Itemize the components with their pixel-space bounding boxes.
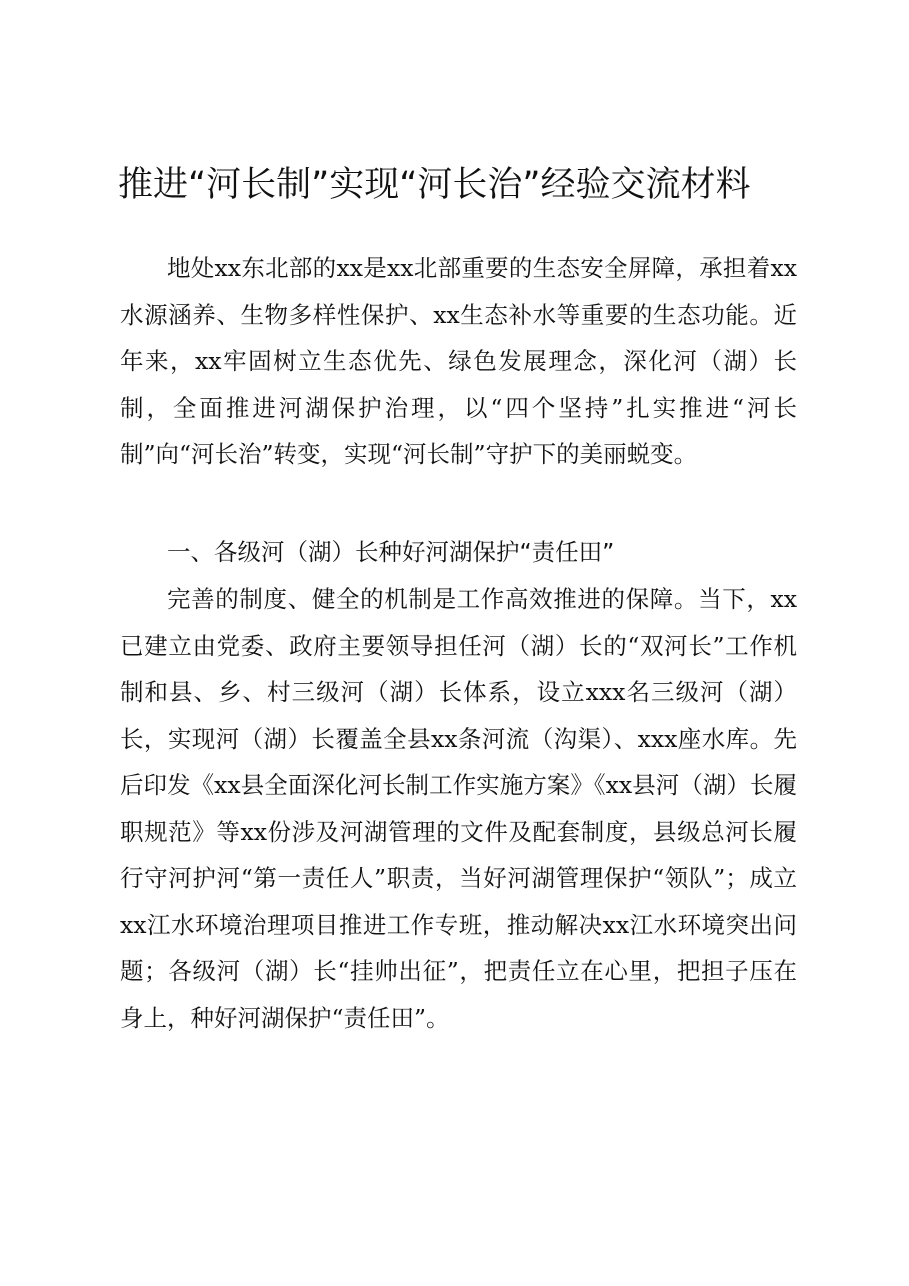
section-paragraph: 完善的制度、健全的机制是工作高效推进的保障。当下，xx已建立由党委、政府主要领导担任河（湖）长的“双河长”工作机制和县、乡、村三级河（湖）长体系，设立xxx名三级河（湖）长，实现河（湖）长覆盖全县xx条河流（沟渠）、xxx座水库。先后印发《xx县全面深化河长制工作实施方案》《xx县河（湖）长履职规范》等xx份涉及河湖管理的文件及配套制度，县级总河长履行守河护河“第一责任人”职责，当好河湖管理保护“领队”；成立xx江水环境治理项目推进工作专班，推动解决xx江水环境突出问题；各级河（湖）长“挂帅出征”，把责任立在心里，把担子压在身上，种好河湖保护“责任田”。 bbox=[120, 585, 797, 1032]
document-title: 推进“河长制”实现“河长治”经验交流材料 bbox=[118, 165, 751, 205]
section-heading: 一、各级河（湖）长种好河湖保护“责任田” bbox=[167, 538, 615, 566]
intro-paragraph: 地处xx东北部的xx是xx北部重要的生态安全屏障，承担着xx水源涵养、生物多样性保护、xx生态补水等重要的生态功能。近年来，xx牢固树立生态优先、绿色发展理念，深化河（湖）长制，全面推进河湖保护治理，以“四个坚持”扎实推进“河长制”向“河长治”转变，实现“河长制”守护下的美丽蜕变。 bbox=[120, 254, 797, 468]
